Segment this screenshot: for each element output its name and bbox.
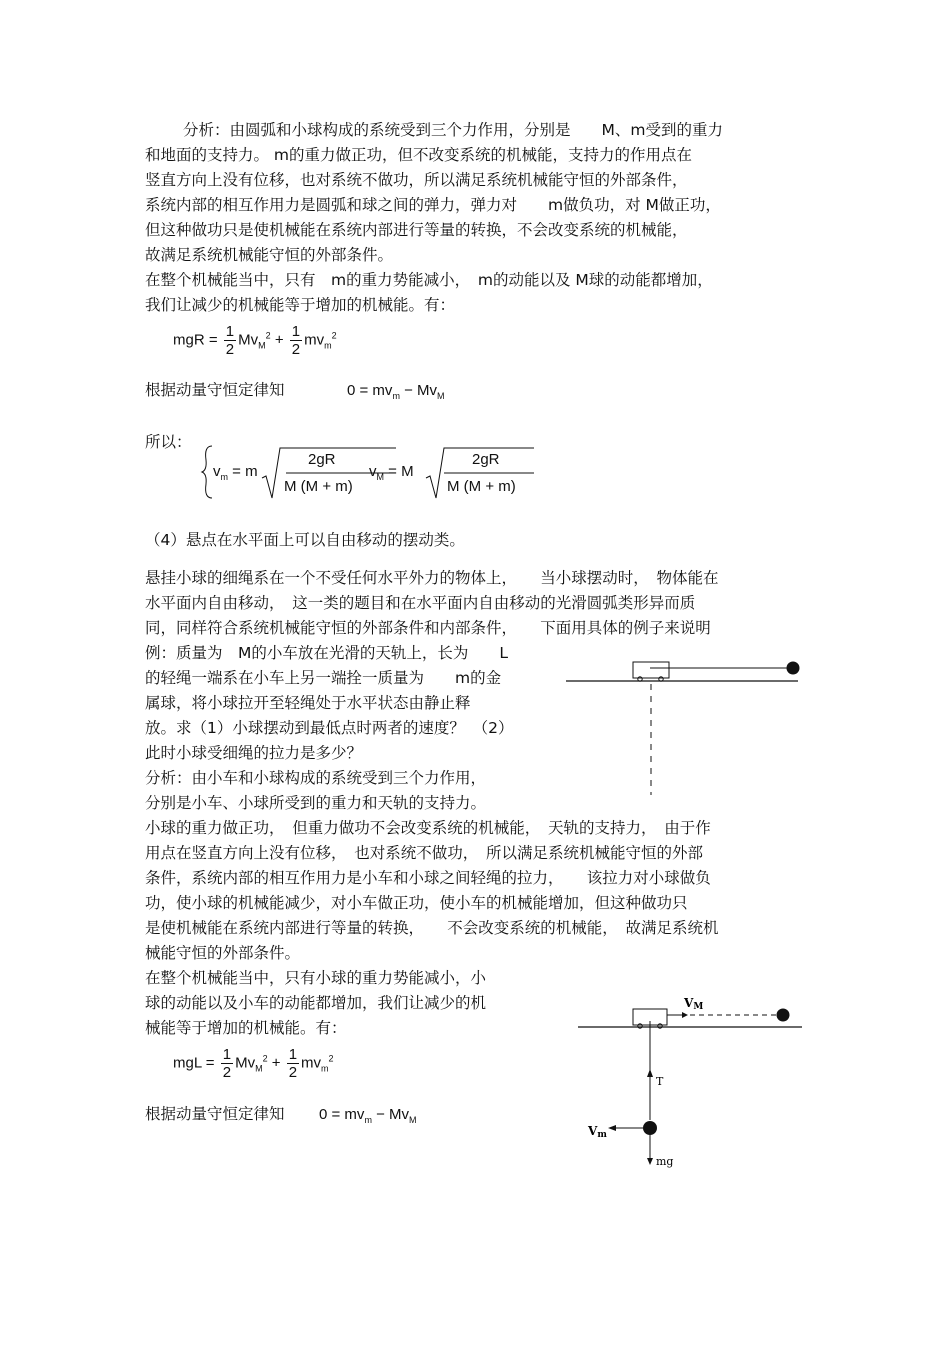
equation-energy-2: mgL = $\frac{1}{2}$ $Mv_M^2$ + $\frac{1}{2}$ $mv_m^2$ bbox=[173, 1046, 334, 1081]
p7-line-3: 械能等于增加的机械能。有： bbox=[145, 1019, 347, 1037]
section-heading-4: （4）悬点在水平面上可以自由移动的摆动类。 bbox=[145, 531, 465, 549]
p1-line-8: 我们让减少的机械能等于增加的机械能。有： bbox=[145, 296, 456, 314]
equation-energy-1: mgR = $\frac{1}{2}$ $Mv_M^2$ + $\frac{1}{2}$ $mv_m^2$ bbox=[173, 323, 337, 358]
vM-label: VM bbox=[684, 996, 704, 1012]
eq3-num-2: 2gR bbox=[472, 451, 500, 468]
p1-line-3: 竖直方向上没有位移，也对系统不做功，所以满足系统机械能守恒的外部条件， bbox=[145, 171, 688, 189]
p5-line-6: 分析：由小车和小球构成的系统受到三个力作用， bbox=[145, 769, 487, 787]
tension-label: T bbox=[656, 1075, 664, 1088]
eq3-vM: $v_M = M$ bbox=[369, 463, 414, 482]
equation-momentum-1: $0 = mv_m - Mv_M$ bbox=[347, 382, 445, 401]
p6-line-1: 小球的重力做正功， 但重力做功不会改变系统的机械能， 天轨的支持力， 由于作 bbox=[145, 819, 711, 837]
p5-line-3: 属球，将小球拉开至轻绳处于水平状态由静止释 bbox=[145, 694, 471, 712]
p1-line-1: 分析：由圆弧和小球构成的系统受到三个力作用，分别是 M、m受到的重力 bbox=[183, 121, 723, 139]
momentum-label-1: 根据动量守恒定律知 bbox=[145, 381, 285, 399]
eq3-den-1: M (M + m) bbox=[284, 478, 353, 495]
p4-line-1: 悬挂小球的细绳系在一个不受任何水平外力的物体上， 当小球摆动时， 物体能在 bbox=[145, 569, 719, 587]
figure-cart-pendulum-lowest bbox=[570, 996, 810, 1175]
p5-line-7: 分别是小车、小球所受到的重力和天轨的支持力。 bbox=[145, 794, 487, 812]
p1-line-5: 但这种做功只是使机械能在系统内部进行等量的转换，不会改变系统的机械能， bbox=[145, 221, 688, 239]
p6-line-6: 械能守恒的外部条件。 bbox=[145, 944, 301, 962]
p6-line-3: 条件，系统内部的相互作用力是小车和小球之间轻绳的拉力， 该拉力对小球做负 bbox=[145, 869, 711, 887]
eq3-den-2: M (M + m) bbox=[447, 478, 516, 495]
p6-line-5: 是使机械能在系统内部进行等量的转换， 不会改变系统的机械能， 故满足系统机 bbox=[145, 919, 719, 937]
gravity-label: mg bbox=[656, 1155, 674, 1168]
p6-line-4: 功，使小球的机械能减少，对小车做正功，使小车的机械能增加，但这种做功只 bbox=[145, 894, 688, 912]
therefore-label: 所以： bbox=[145, 433, 192, 451]
p1-line-2: 和地面的支持力。 m的重力做正功，但不改变系统的机械能，支持力的作用点在 bbox=[145, 146, 693, 164]
p5-line-5: 此时小球受细绳的拉力是多少？ bbox=[145, 744, 363, 762]
p5-line-2: 的轻绳一端系在小车上另一端拴一质量为 m的金 bbox=[145, 669, 502, 687]
equation-momentum-2: $0 = mv_m - Mv_M$ bbox=[319, 1106, 417, 1125]
p6-line-2: 用点在竖直方向上没有位移， 也对系统不做功， 所以满足系统机械能守恒的外部 bbox=[145, 844, 704, 862]
p7-line-2: 球的动能以及小车的动能都增加，我们让减少的机 bbox=[145, 994, 487, 1012]
p1-line-7: 在整个机械能当中，只有 m的重力势能减小， m的动能以及 M球的动能都增加， bbox=[145, 271, 713, 289]
p4-line-3: 同，同样符合系统机械能守恒的外部条件和内部条件， 下面用具体的例子来说明 bbox=[145, 619, 711, 637]
p7-line-1: 在整个机械能当中，只有小球的重力势能减小，小 bbox=[145, 969, 487, 987]
eq3-num-1: 2gR bbox=[308, 451, 336, 468]
p1-line-6: 故满足系统机械能守恒的外部条件。 bbox=[145, 246, 394, 264]
eq3-vm: $v_m = m$ bbox=[213, 463, 258, 482]
p5-line-4: 放。求（1）小球摆动到最低点时两者的速度？ （2） bbox=[145, 719, 514, 737]
p1-line-4: 系统内部的相互作用力是圆弧和球之间的弹力，弹力对 m做负功，对 M做正功， bbox=[145, 196, 721, 214]
p4-line-2: 水平面内自由移动， 这一类的题目和在水平面内自由移动的光滑圆弧类形异而质 bbox=[145, 594, 696, 612]
vm-label: Vm bbox=[588, 1124, 607, 1140]
momentum-label-2: 根据动量守恒定律知 bbox=[145, 1105, 285, 1123]
p5-line-1: 例：质量为 M的小车放在光滑的天轨上，长为 L bbox=[145, 644, 509, 662]
figure-cart-pendulum-initial bbox=[560, 650, 810, 800]
